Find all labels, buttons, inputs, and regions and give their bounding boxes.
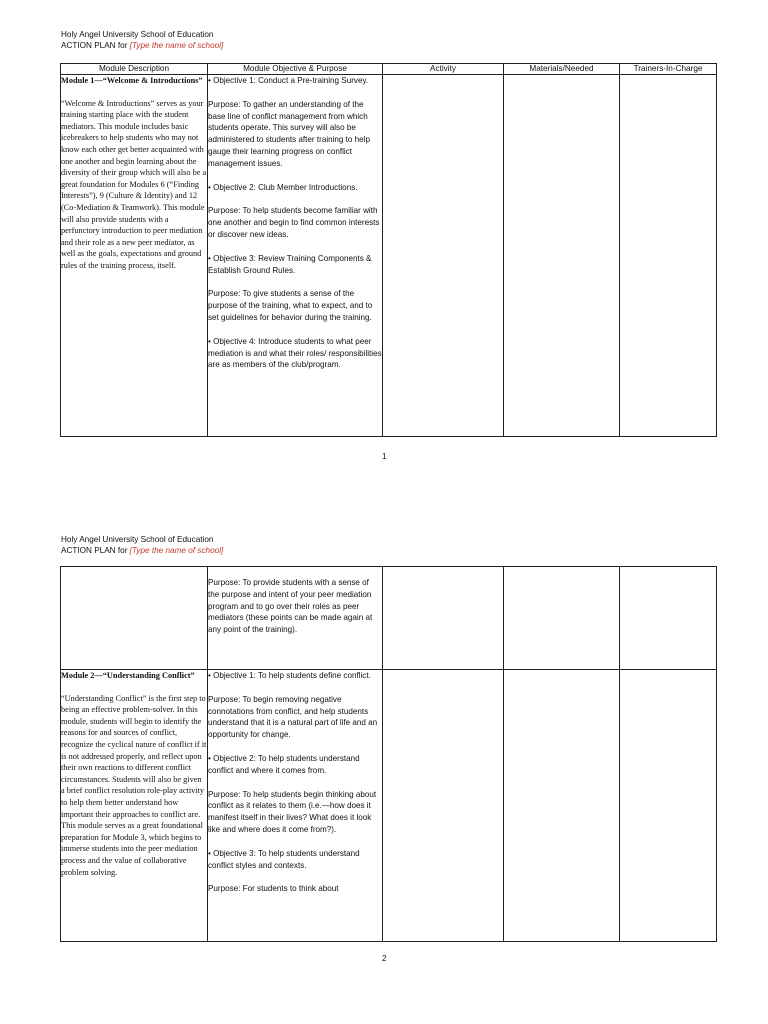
module-2-trainers-cell[interactable] xyxy=(620,670,717,942)
objective-item: • Objective 3: Review Training Components & Establish Ground Rules. xyxy=(208,253,372,275)
page-number-2: 2 xyxy=(382,954,387,963)
objective-item: • Objective 1: Conduct a Pre-training Survey. xyxy=(208,76,369,85)
module-2-description-cell xyxy=(61,670,208,942)
module-1-continued-trainers-cell[interactable] xyxy=(620,567,717,670)
purpose-item: Purpose: To help students become familiar with one another and begin to find common interests or discover new ideas. xyxy=(208,206,380,239)
action-plan-table-page-1 xyxy=(60,63,717,437)
institution-name: Holy Angel University School of Education xyxy=(61,535,214,544)
purpose-item: Purpose: To give students a sense of the purpose of the training, what to expect, and to set guidelines for behavior during the training. xyxy=(208,289,373,322)
module-1-description: “Welcome & Introductions” serves as your training starting place with the student mediators. This module includes basic icebreakers to help students who may not know each other get better acquainted with one another and begin learning about the diversity of their group which will also be a great foundation for Modules 6 (“Finding Interests”), 9 (Culture & Identity) and 12 (Co-Mediation & Teamwork). This module will also provide students with a perfunctory introduction to peer mediation and their role as a new peer mediator, as well as the goals, expectations and ground rules of the training process, itself. xyxy=(61,98,207,270)
action-plan-table-page-2 xyxy=(60,566,717,942)
table-header-row xyxy=(61,64,717,75)
purpose-item: Purpose: To help students begin thinking about conflict as it relates to them (i.e.—how does it manifest itself in their lives? What does it look like and where does it come from?). xyxy=(208,789,377,834)
purpose-item: Purpose: To provide students with a sense of the purpose and intent of your peer mediation program and to go over their roles as peer mediators (these points can be made again at any point of the training). xyxy=(208,578,373,635)
module-2-title: Module 2—“Understanding Conflict” xyxy=(61,671,195,680)
table-row-module-2 xyxy=(61,670,717,942)
purpose-item: Purpose: For students to think about xyxy=(208,884,339,894)
module-1-description-cell xyxy=(61,75,208,437)
module-1-continued-objectives-cell xyxy=(208,567,383,670)
col-trainers: Trainers-In-Charge xyxy=(620,64,717,75)
col-materials: Materials/Needed xyxy=(504,64,620,75)
module-1-objectives-cell xyxy=(208,75,383,437)
module-2-description: “Understanding Conflict” is the first step to being an effective problem-solver. In this module, students will begin to identify the reasons for and sources of conflict, recognize the cyclical nature of conflict if it is not addressed properly, and reflect upon their own reactions to different conflict circumstances. Students will also be given a brief conflict resolution role-play activity to help them better understand how important their approaches to conflict are. This module serves as a great foundational preparation for Module 3, which begins to immerse students into the peer mediation process and the value of collaborative problem solving. xyxy=(61,693,207,877)
action-plan-line: ACTION PLAN for [Type the name of school] xyxy=(61,545,224,555)
module-1-trainers-cell[interactable] xyxy=(620,75,717,437)
purpose-item: Purpose: To gather an understanding of the base line of conflict management from which students operate. This survey will also be administered to students after training to help gauge their learning progress on conflict management issues. xyxy=(208,99,370,168)
action-plan-line: ACTION PLAN for [Type the name of school] xyxy=(61,40,224,50)
module-1-materials-cell[interactable] xyxy=(504,75,620,437)
module-1-continued-description-cell xyxy=(61,567,208,670)
purpose-item: Purpose: To begin removing negative connotations from conflict, and help students understand that it is a natural part of life and an opportunity for change. xyxy=(208,694,378,740)
col-module-description: Module Description xyxy=(61,64,208,75)
page-number-1: 1 xyxy=(382,452,387,461)
objective-item: • Objective 3: To help students understand conflict styles and contexts. xyxy=(208,848,360,870)
page-2-header xyxy=(61,535,223,556)
institution-name: Holy Angel University School of Education xyxy=(61,30,214,39)
school-name-placeholder[interactable]: [Type the name of school] xyxy=(129,545,224,555)
module-1-title: Module 1—“Welcome & Introductions” xyxy=(61,76,203,85)
table-row-module-1-continued xyxy=(61,567,717,670)
module-2-activity-cell[interactable] xyxy=(383,670,504,942)
table-row-module-1 xyxy=(61,75,717,437)
module-1-continued-activity-cell[interactable] xyxy=(383,567,504,670)
module-1-continued-materials-cell[interactable] xyxy=(504,567,620,670)
school-name-placeholder[interactable]: [Type the name of school] xyxy=(129,40,224,50)
objective-item: • Objective 1: To help students define conflict. xyxy=(208,671,371,680)
page-1-header xyxy=(61,30,223,51)
objective-item: • Objective 2: To help students understand conflict and where it comes from. xyxy=(208,753,360,775)
objective-item: • Objective 4: Introduce students to what peer mediation is and what their roles/ responsibilities are as members of the club/program. xyxy=(208,336,382,370)
module-2-objectives-cell xyxy=(208,670,383,942)
objective-item: • Objective 2: Club Member Introductions. xyxy=(208,182,358,192)
module-1-activity-cell[interactable] xyxy=(383,75,504,437)
module-2-materials-cell[interactable] xyxy=(504,670,620,942)
col-module-objective: Module Objective & Purpose xyxy=(208,64,383,75)
col-activity: Activity xyxy=(383,64,504,75)
